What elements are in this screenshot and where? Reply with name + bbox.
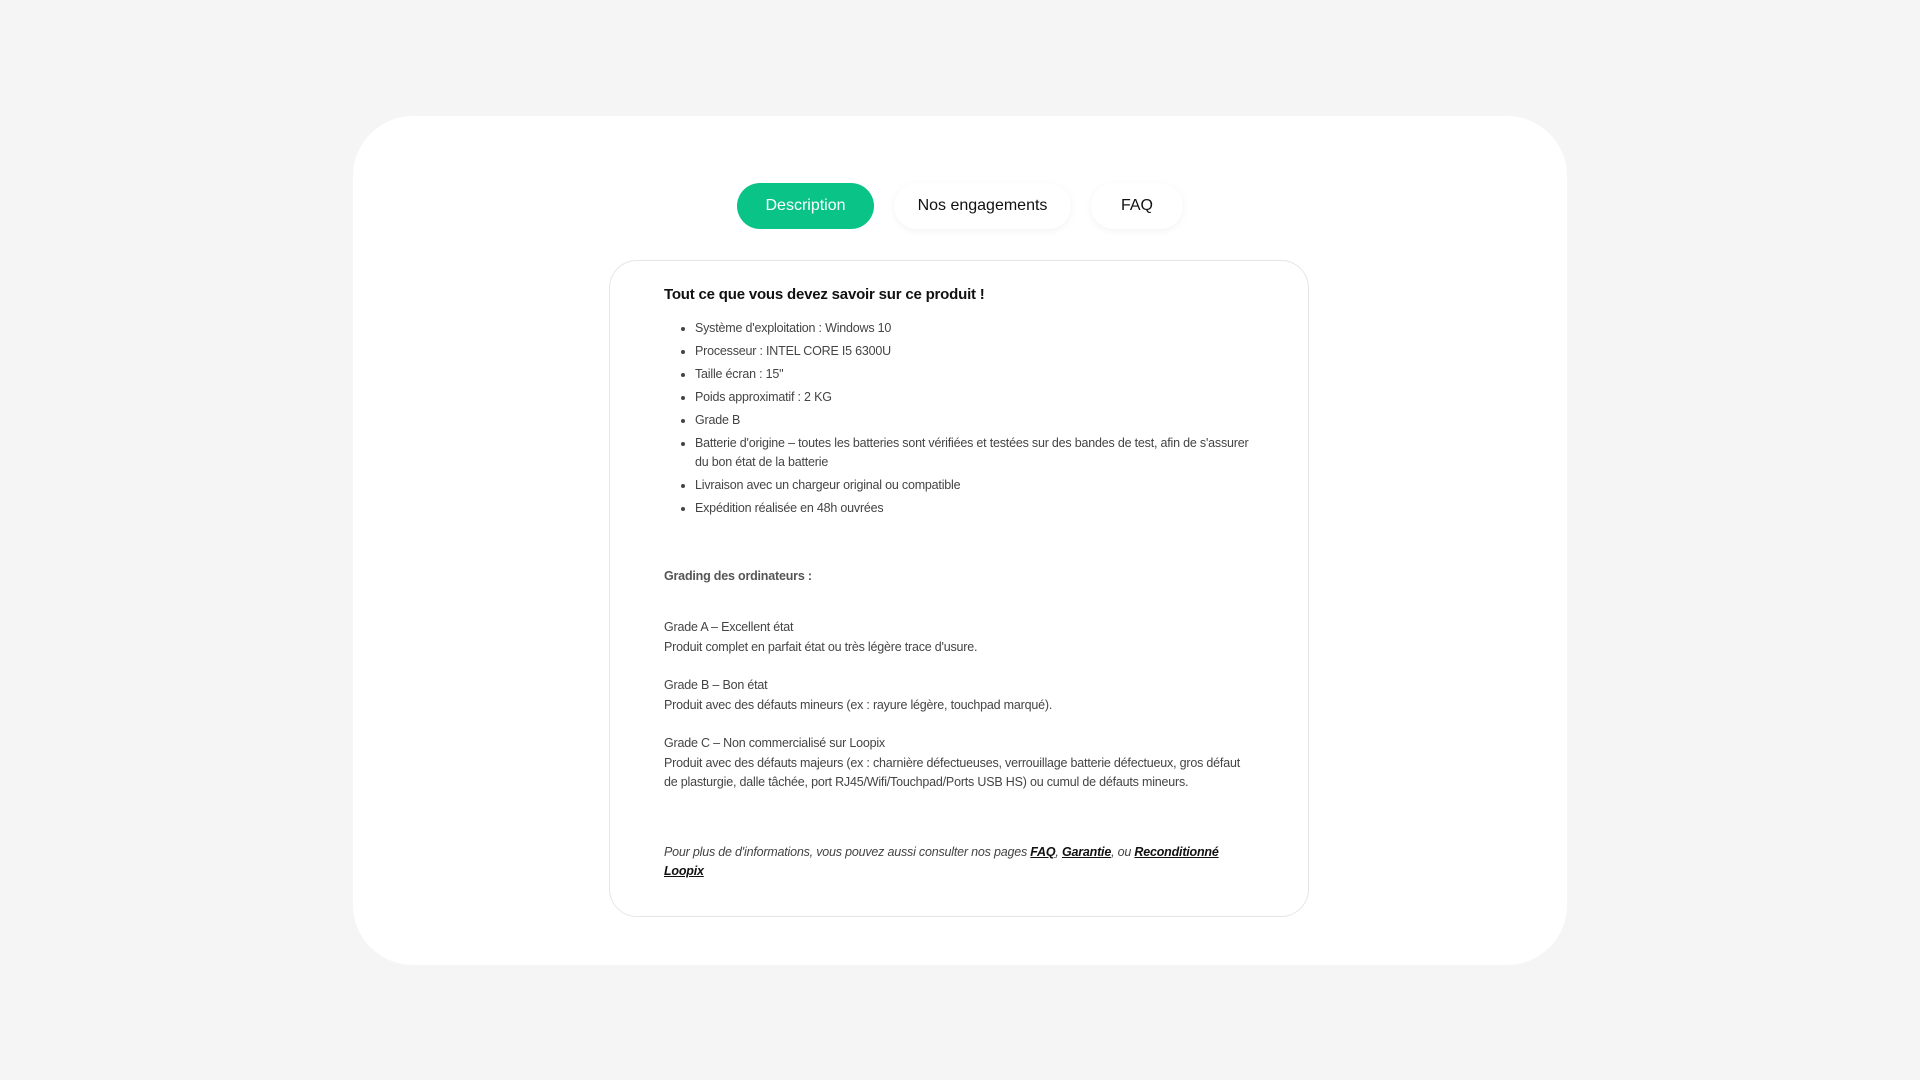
tab-nos-engagements[interactable]: Nos engagements <box>894 183 1071 229</box>
grade-c-block <box>664 734 1254 793</box>
grade-name: Grade A – Excellent état <box>664 620 794 634</box>
separator: , ou <box>1111 844 1135 859</box>
description-content <box>609 260 1309 917</box>
grade-description: Produit avec des défauts mineurs (ex : rayure légère, touchpad marqué). <box>664 697 1053 712</box>
spec-item: • Livraison avec un chargeur original ou compatible <box>695 476 1254 495</box>
spec-item: • Système d'exploitation : Windows 10 <box>695 319 1254 338</box>
description-title: Tout ce que vous devez savoir sur ce produit ! <box>664 286 985 303</box>
spec-item: • Expédition réalisée en 48h ouvrées <box>695 499 1254 518</box>
grade-description: Produit avec des défauts majeurs (ex : charnière défectueuses, verrouillage batterie défectueux, gros défaut de plasturgie, dalle tâchée, port RJ45/Wifi/Touchpad/Ports USB HS) ou cumul de défauts mineurs. <box>664 755 1240 789</box>
grade-description: Produit complet en parfait état ou très légère trace d'usure. <box>664 639 978 654</box>
tab-description[interactable]: Description <box>737 183 874 229</box>
more-info-note <box>664 843 1254 882</box>
tab-bar <box>0 183 1920 229</box>
tab-faq[interactable]: FAQ <box>1091 183 1183 229</box>
spec-item: • Grade B <box>695 411 1254 430</box>
spec-list <box>664 319 1254 518</box>
spec-item: • Poids approximatif : 2 KG <box>695 388 1254 407</box>
spec-item: • Processeur : INTEL CORE I5 6300U <box>695 342 1254 361</box>
grade-b-block <box>664 676 1254 715</box>
spec-item: • Batterie d'origine – toutes les batteries sont vérifiées et testées sur des bandes de test, afin de s'assurer du bon état de la batterie <box>695 434 1254 472</box>
grade-a-block <box>664 618 1254 657</box>
separator: , <box>1055 844 1062 859</box>
garantie-link[interactable]: Garantie <box>1061 844 1112 859</box>
grading-title: Grading des ordinateurs : <box>664 569 812 583</box>
grade-name: Grade C – Non commercialisé sur Loopix <box>664 736 885 750</box>
faq-link[interactable]: FAQ <box>1030 844 1056 859</box>
grade-name: Grade B – Bon état <box>664 678 768 692</box>
spec-item: • Taille écran : 15" <box>695 365 1254 384</box>
more-info-intro: Pour plus de d'informations, vous pouvez aussi consulter nos pages <box>664 844 1031 859</box>
reconditionne-loopix-link[interactable]: Reconditionné Loopix <box>664 844 1219 878</box>
